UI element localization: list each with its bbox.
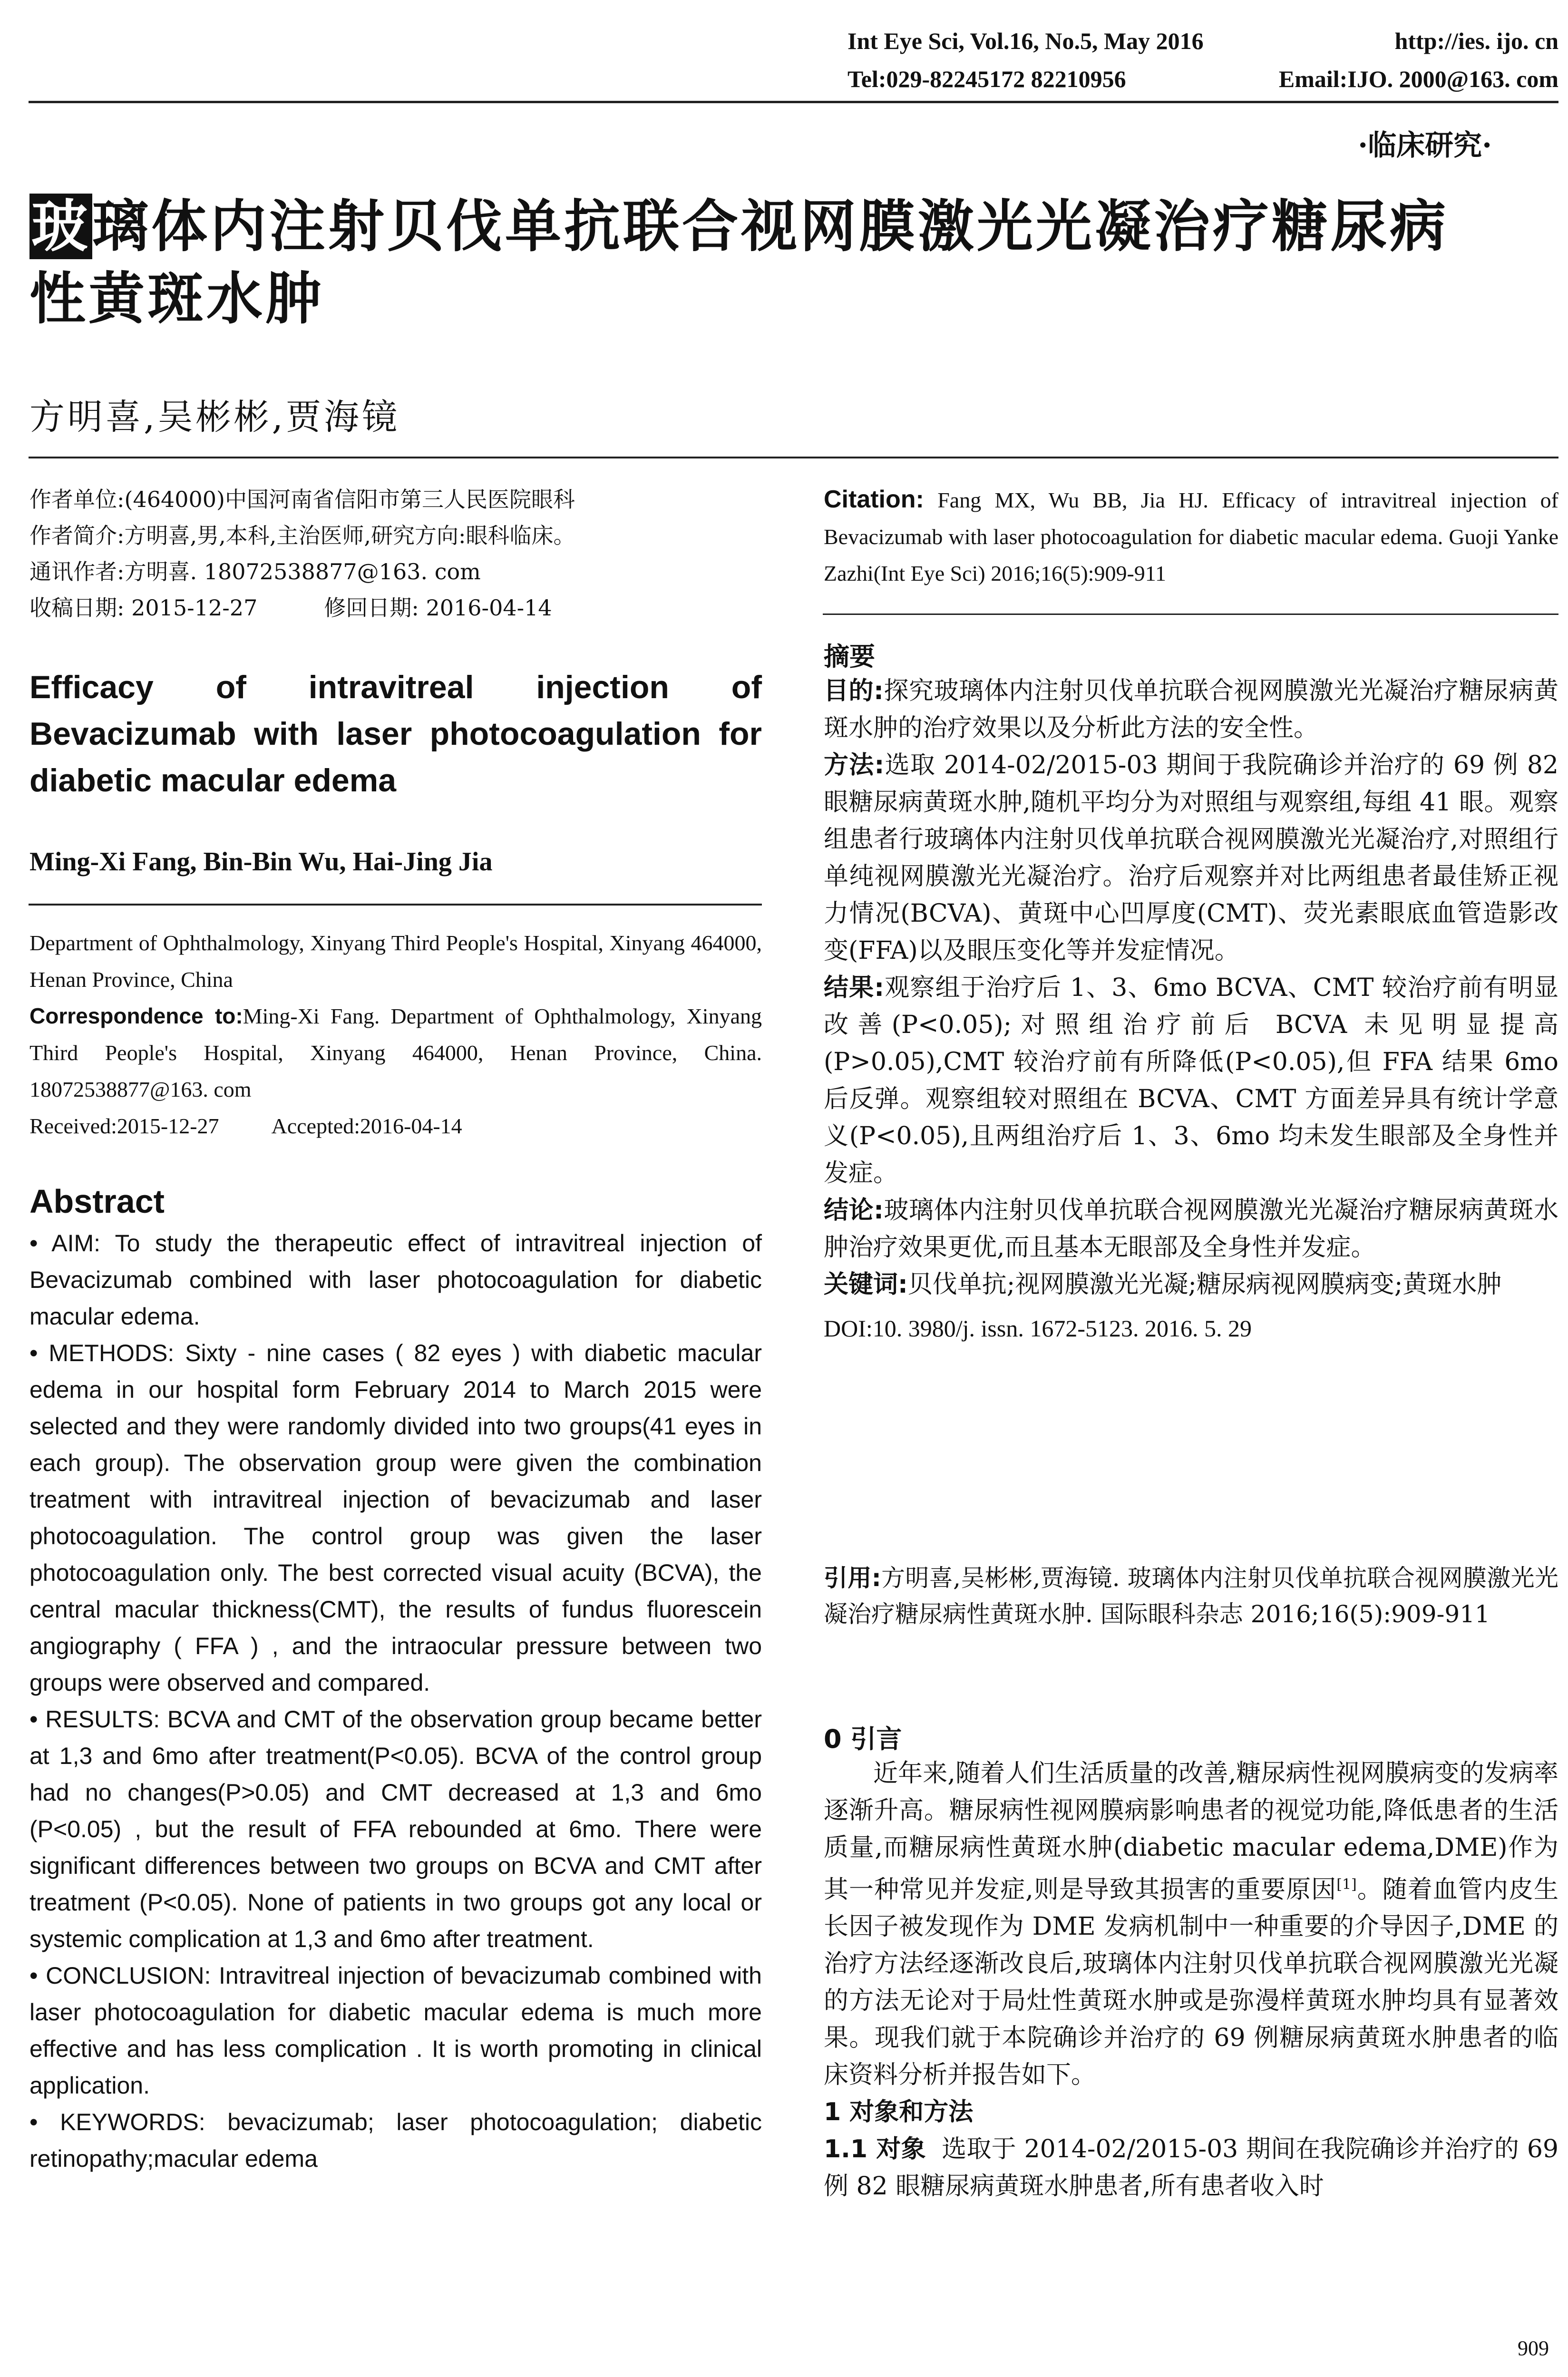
zh-result-text: 观察组于治疗后 1、3、6mo BCVA、CMT 较治疗前有明显改善(P<0.05);对照组治疗前后 BCVA 未见明显提高(P>0.05),CMT 较治疗前有所降低(P<0.05),但 FFA 结果 6mo 后反弹。观察组较对照组在 BCVA、CMT 方面差异具有统计学意义(P<0.05),且两组治疗后 1、3、6mo 均未发生眼部及全身性并发症。	[824, 974, 1558, 1188]
abstract-keywords: • KEYWORDS: bevacizumab; laser photocoagulation; diabetic retinopathy;macular edema	[29, 2109, 762, 2172]
title-line-1: 璃体内注射贝伐单抗联合视网膜激光光凝治疗糖尿病	[92, 194, 1449, 259]
zh-keywords	[824, 1266, 1558, 1303]
abstract-heading: Abstract	[29, 1183, 165, 1220]
abstract-methods: • METHODS: Sixty - nine cases ( 82 eyes ) with diabetic macular edema in our hospital form February 2014 to March 2015 were selected and they were randomly divided into two groups(41 eyes in each group). The observation group were given the combination treatment with intravitreal injection of bevacizumab and laser photocoagulation. The control group was given the laser photocoagulation only. The best corrected visual acuity (BCVA), the central macular thickness(CMT), the results of fundus fluorescein angiography ( FFA ) , and the intraocular pressure between two groups were observed and compared.	[29, 1340, 762, 1696]
zh-method-label: 方法:	[824, 751, 885, 779]
title-first-char: 玻	[29, 194, 92, 259]
abstract-results: • RESULTS: BCVA and CMT of the observation group became better at 1,3 and 6mo after treatment(P<0.05). BCVA of the control group had no changes(P>0.05) and CMT decreased at 1,3 and 6mo (P<0.05) , but the result of FFA rebounded at 6mo. There were significant differences between two groups on BCVA and CMT after treatment (P<0.05). None of patients in two groups got any local or systemic complication at 1,3 and 6mo after treatment.	[29, 1706, 762, 1952]
journal-tel: Tel:029-82245172 82210956	[847, 66, 1126, 92]
author-bio: 作者简介:方明喜,男,本科,主治医师,研究方向:眼科临床。	[29, 523, 575, 548]
subsection-1-1-label: 1.1 对象	[824, 2135, 926, 2164]
english-rule	[29, 904, 762, 906]
citation-text: Fang MX, Wu BB, Jia HJ. Efficacy of intravitreal injection of Bevacizumab with laser photocoagulation for diabetic macular edema. Guoji Yanke Zazhi(Int Eye Sci) 2016;16(5):909-911	[824, 488, 1559, 585]
intro-text-1: 近年来,随着人们生活质量的改善,糖尿病性视网膜病变的发病率逐渐升高。糖尿病性视网膜病影响患者的视觉功能,降低患者的生活质量,而糖尿病性黄斑水肿(diabetic macular edema,DME)作为其一种常见并发症,则是导致其损害的重要原因	[824, 1759, 1558, 1904]
intro-paragraph	[824, 1755, 1558, 2094]
section-tag: ·临床研究·	[1358, 129, 1492, 162]
citation-en	[824, 481, 1558, 592]
intro-heading: 0 引言	[824, 1724, 902, 1754]
dates-zh	[29, 590, 771, 626]
department: Department of Ophthalmology, Xinyang Third People's Hospital, Xinyang 464000, Henan Province, China	[29, 931, 762, 992]
zh-result	[824, 969, 1558, 1192]
subsection-1-1	[824, 2131, 1558, 2205]
accepted-date-en: Accepted:2016-04-14	[271, 1114, 462, 1138]
author-info	[29, 481, 771, 626]
citation-label: Citation:	[824, 486, 924, 513]
doi[interactable]: DOI:10. 3980/j. issn. 1672-5123. 2016. 5. 29	[824, 1315, 1252, 1342]
title-line-2: 性黄斑水肿	[29, 266, 325, 331]
corresponding-author: 通讯作者:方明喜. 18072538877@163. com	[29, 559, 481, 585]
journal-website[interactable]: http://ies. ijo. cn	[1394, 28, 1558, 54]
dates-en	[29, 1108, 762, 1144]
page-number: 909	[1518, 2337, 1549, 2360]
zh-keywords-label: 关键词:	[824, 1270, 908, 1299]
english-authors: Ming-Xi Fang, Bin-Bin Wu, Hai-Jing Jia	[29, 847, 493, 877]
citation-zh	[824, 1560, 1558, 1632]
correspondence-label: Correspondence to:	[29, 1003, 243, 1028]
reference-1[interactable]: [1]	[1336, 1876, 1357, 1893]
english-title: Efficacy of intravitreal injection of Bevacizumab with laser photocoagulation for diabetic macular edema	[29, 669, 762, 799]
zh-method-text: 选取 2014-02/2015-03 期间于我院确诊并治疗的 69 例 82 眼糖尿病黄斑水肿,随机平均分为对照组与观察组,每组 41 眼。观察组患者行玻璃体内注射贝伐单抗联合视网膜激光光凝治疗,对照组行单纯视网膜激光光凝治疗。治疗后观察并对比两组患者最佳矫正视力情况(BCVA)、黄斑中心凹厚度(CMT)、荧光素眼底血管造影改变(FFA)以及眼压变化等并发症情况。	[824, 751, 1559, 965]
correspondence	[29, 998, 762, 1108]
zh-conclusion-text: 玻璃体内注射贝伐单抗联合视网膜激光光凝治疗糖尿病黄斑水肿治疗效果更优,而且基本无眼部及全身性并发症。	[824, 1196, 1558, 1262]
title-rule	[29, 457, 1558, 458]
header-rule	[29, 101, 1558, 103]
zh-abstract-heading: 摘要	[824, 642, 875, 672]
abstract-aim: • AIM: To study the therapeutic effect of intravitreal injection of Bevacizumab combined with laser photocoagulation for diabetic macular edema.	[29, 1230, 762, 1330]
authors-zh: 方明喜,吴彬彬,贾海镜	[29, 397, 400, 438]
section-1-heading: 1 对象和方法	[824, 2098, 974, 2127]
citation-zh-text: 方明喜,吴彬彬,贾海镜. 玻璃体内注射贝伐单抗联合视网膜激光光凝治疗糖尿病性黄斑水肿. 国际眼科杂志 2016;16(5):909-911	[824, 1564, 1558, 1628]
zh-keywords-text: 贝伐单抗;视网膜激光光凝;糖尿病视网膜病变;黄斑水肿	[907, 1270, 1502, 1299]
affiliation-block	[29, 925, 762, 1144]
abstract-conclusion: • CONCLUSION: Intravitreal injection of bevacizumab combined with laser photocoagulation for diabetic macular edema is much more effective and has less complication . It is worth promoting in clinical application.	[29, 1962, 762, 2099]
journal-header	[847, 27, 1204, 55]
correspondence-text: Ming-Xi Fang. Department of Ophthalmology, Xinyang Third People's Hospital, Xinyang 464000, Henan Province, China. 18072538877@163. com	[29, 1004, 762, 1101]
zh-conclusion	[824, 1192, 1558, 1266]
subsection-1-1-text: 选取于 2014-02/2015-03 期间在我院确诊并治疗的 69 例 82 眼糖尿病黄斑水肿患者,所有患者收入时	[824, 2135, 1558, 2201]
revised-date-zh: 修回日期: 2016-04-14	[324, 595, 552, 621]
zh-result-label: 结果:	[824, 974, 885, 1002]
journal-email[interactable]: Email:IJO. 2000@163. com	[1278, 66, 1558, 92]
zh-aim-text: 探究玻璃体内注射贝伐单抗联合视网膜激光光凝治疗糖尿病黄斑水肿的治疗效果以及分析此方法的安全性。	[824, 677, 1558, 742]
author-unit: 作者单位:(464000)中国河南省信阳市第三人民医院眼科	[29, 487, 575, 512]
intro-body	[824, 1755, 1558, 2205]
article-title	[29, 190, 1551, 335]
zh-aim	[824, 672, 1558, 747]
zh-method	[824, 747, 1558, 969]
received-date-en: Received:2015-12-27	[29, 1114, 219, 1138]
abstract-body	[29, 1225, 762, 2177]
zh-conclusion-label: 结论:	[824, 1196, 884, 1225]
citation-zh-label: 引用:	[824, 1564, 881, 1592]
zh-abstract-body	[824, 672, 1558, 1347]
zh-aim-label: 目的:	[824, 677, 884, 705]
journal-citation: Int Eye Sci, Vol.16, No.5, May 2016	[847, 28, 1204, 54]
received-date-zh: 收稿日期: 2015-12-27	[29, 595, 258, 621]
citation-rule	[823, 614, 1558, 615]
intro-text-2: 。随着血管内皮生长因子被发现作为 DME 发病机制中一种重要的介导因子,DME 的治疗方法经逐渐改良后,玻璃体内注射贝伐单抗联合视网膜激光光凝的方法无论对于局灶性黄斑水肿或是弥漫样黄斑水肿均具有显著效果。现我们就于本院确诊并治疗的 69 例糖尿病黄斑水肿患者的临床资料分析并报告如下。	[824, 1875, 1558, 2090]
